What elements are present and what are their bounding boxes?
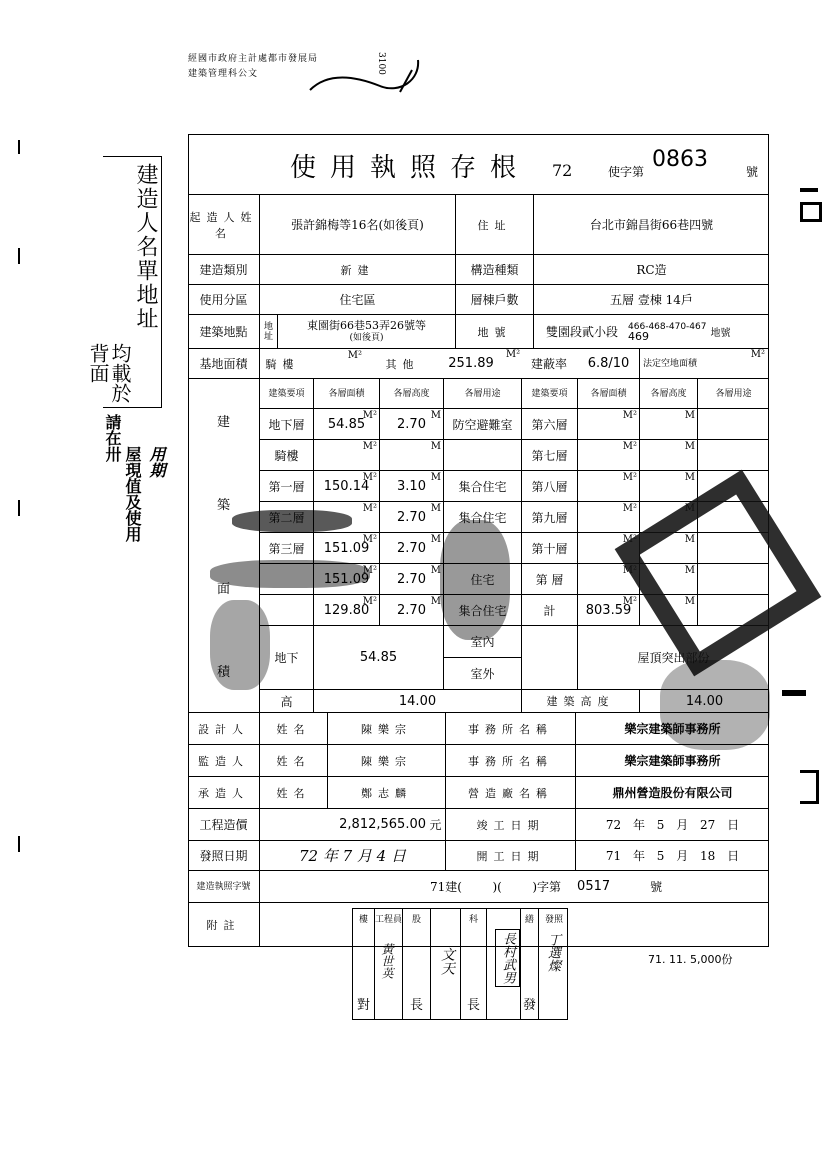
title-prefix: 使字第 xyxy=(608,165,645,179)
approval-seal-table xyxy=(352,908,568,1020)
margin-tick xyxy=(18,140,20,154)
floor-col-header xyxy=(698,379,769,409)
floor-height-cell: 2.70 M xyxy=(380,533,444,564)
header-stamp-line1: 經國市政府主計處都市發展局 xyxy=(188,54,319,64)
row-area xyxy=(188,348,769,378)
signature: 文天 xyxy=(439,947,455,975)
cost-label: 工程造價 xyxy=(188,809,260,840)
floor-area: 129.80 xyxy=(323,602,370,618)
seal-col-bottom: 長 xyxy=(466,998,480,1013)
permit-year: 71 xyxy=(430,879,446,894)
floor-use: 集合住宅 xyxy=(458,510,507,525)
lot-numbers-2: 469 xyxy=(628,329,650,343)
builder-label: 起造人姓名 xyxy=(188,195,260,254)
unit: M² xyxy=(750,349,765,360)
header-stamp-number: 3100 xyxy=(376,52,386,75)
unit: M² xyxy=(622,565,637,576)
header-stamp xyxy=(188,52,318,82)
floor-name: 第八層 xyxy=(531,479,568,494)
site-sub-label: 地址 xyxy=(260,315,278,348)
col-header: 各層高度 xyxy=(650,388,687,399)
floor-height: 3.10 xyxy=(397,478,426,494)
floor-area-cell xyxy=(314,533,380,564)
cost-yuan: 元 xyxy=(426,809,446,840)
floor-name-cell xyxy=(260,409,314,440)
col-header: 各層用途 xyxy=(715,388,752,399)
ink-smudge xyxy=(210,560,370,588)
builder-value: 張許錦梅等16名(如後頁) xyxy=(260,195,456,254)
floor-use-cell xyxy=(444,409,522,440)
signature: 丁選燦 xyxy=(545,933,560,972)
floor-height-cell: M xyxy=(640,564,698,595)
floor-table-side-char: 建 xyxy=(216,415,230,431)
floor-name-cell xyxy=(522,409,578,440)
seal-col-top: 工程員 xyxy=(375,915,403,925)
unit: M² xyxy=(622,410,637,421)
floor-name: 地下層 xyxy=(268,417,305,432)
floor-area: 151.09 xyxy=(323,571,370,587)
outdoor-cell xyxy=(444,658,522,690)
cost-value: 2,812,565.00 xyxy=(339,817,426,832)
margin-tick xyxy=(18,248,20,264)
row-person xyxy=(188,744,769,776)
ink-smudge xyxy=(660,660,770,750)
floor-area: 151.09 xyxy=(323,540,370,556)
side-box-text: 建造人名單地址 xyxy=(133,163,158,331)
floor-area-cell xyxy=(314,440,380,471)
floor-use: 集合住宅 xyxy=(458,603,507,618)
floor-area: 54.85 xyxy=(327,416,366,432)
page-title: 使用執照存根 xyxy=(290,153,531,183)
unit: M² xyxy=(362,503,377,514)
floor-area-cell xyxy=(578,440,640,471)
col-header: 各層面積 xyxy=(590,388,627,399)
remarks-label: 附註 xyxy=(188,903,260,946)
person-office-label: 事務所名稱 xyxy=(446,713,576,744)
floor-area-cell xyxy=(314,595,380,626)
type-label: 建造類別 xyxy=(188,255,260,284)
structure-value: RC造 xyxy=(636,263,667,277)
lot-value: 雙園段貳小段 xyxy=(546,325,619,339)
seal-col-bottom: 長 xyxy=(409,998,423,1013)
unit: M² xyxy=(347,350,362,361)
site-note: (如後頁) xyxy=(349,332,384,343)
seal-col-bottom: 對 xyxy=(356,998,370,1013)
indoor-label: 室內 xyxy=(470,635,495,649)
floor-name-cell xyxy=(522,595,578,626)
floor-height: 2.70 xyxy=(397,509,426,525)
basement-value: 54.85 xyxy=(359,650,398,665)
floor-name: 第七層 xyxy=(531,448,568,463)
person-name-label: 姓名 xyxy=(260,745,328,776)
row-person xyxy=(188,776,769,808)
lot-value-cell xyxy=(534,315,769,348)
permit-label: 建造執照字號 xyxy=(188,871,260,902)
floor-use-cell xyxy=(698,409,769,440)
unit: M² xyxy=(506,349,520,360)
edge-fragment xyxy=(800,180,824,280)
person-name: 陳樂宗 xyxy=(328,713,446,744)
ink-smudge xyxy=(232,510,352,532)
side-box-text2: 均載於背面 xyxy=(86,343,132,403)
ink-smudge xyxy=(210,600,270,690)
floor-col-header xyxy=(260,379,314,409)
site-value-cell xyxy=(278,315,456,348)
done-date: 72 年 5 月 27 日 xyxy=(605,818,740,832)
floor-name-cell xyxy=(260,440,314,471)
structure-label: 構造種類 xyxy=(456,255,534,284)
unit: M² xyxy=(622,596,637,607)
seal-col-top: 發照 xyxy=(544,915,563,925)
floor-height: 2.70 xyxy=(397,571,426,587)
lot-label: 地號 xyxy=(456,315,534,348)
floor-height-cell: M xyxy=(640,409,698,440)
row-issue xyxy=(188,840,769,870)
area-arcade-value xyxy=(305,349,380,378)
floor-name-cell xyxy=(260,471,314,502)
side-note: 屋現值及使用 xyxy=(123,446,142,542)
basement-label: 地下 xyxy=(274,651,299,665)
building-height-label-cell xyxy=(522,690,640,713)
floor-use-cell xyxy=(698,440,769,471)
person-office-label: 事務所名稱 xyxy=(446,745,576,776)
person-name: 鄭志麟 xyxy=(328,777,446,808)
col-header: 各層高度 xyxy=(393,388,430,399)
total-height-value: 14.00 xyxy=(398,693,437,709)
unit: M² xyxy=(622,534,637,545)
floor-name: 第六層 xyxy=(531,417,568,432)
building-height-label: 建築高度 xyxy=(546,695,615,708)
floor-height-cell: M xyxy=(640,471,698,502)
floor-height-cell: 3.10 M xyxy=(380,471,444,502)
floor-height-cell: 2.70 M xyxy=(380,595,444,626)
floor-name: 第十層 xyxy=(531,541,568,556)
floor-col-header xyxy=(444,379,522,409)
floor-use: 防空避難室 xyxy=(452,417,513,432)
floor-name-cell xyxy=(522,440,578,471)
floor-height-cell: M xyxy=(640,595,698,626)
seal-col-top: 科 xyxy=(468,915,478,925)
floor-height-cell: 2.70 M xyxy=(380,409,444,440)
edge-fragment xyxy=(800,770,819,804)
signature-seal: 長村武男 xyxy=(495,929,520,987)
floor-name: 第三層 xyxy=(268,541,305,556)
ink-smudge xyxy=(440,520,510,640)
area-arcade-label: 騎樓 xyxy=(265,357,300,371)
floor-height-cell: M xyxy=(640,440,698,471)
address-value: 台北市錦昌街66巷四號 xyxy=(589,218,714,232)
person-office-label: 營造廠名稱 xyxy=(446,777,576,808)
person-role: 設計人 xyxy=(188,713,260,744)
floor-height: 2.70 xyxy=(397,540,426,556)
unit: M² xyxy=(622,441,637,452)
floor-name-cell xyxy=(522,471,578,502)
unit: M² xyxy=(622,503,637,514)
lot-suffix: 地號 xyxy=(710,328,731,339)
person-role: 承造人 xyxy=(188,777,260,808)
header-stamp-line2: 建築管理科公文 xyxy=(188,69,259,79)
permit-number: 0517 xyxy=(577,879,611,894)
floor-table-side-char: 面 xyxy=(216,581,230,597)
total-height-label: 高 xyxy=(280,694,293,709)
row-permit xyxy=(188,870,769,902)
edge-fragment xyxy=(782,690,806,696)
floor-use-cell xyxy=(444,440,522,471)
start-label: 開工日期 xyxy=(446,841,576,870)
seal-col-top: 樓 xyxy=(358,915,368,925)
floor-area-cell xyxy=(314,409,380,440)
floor-col-header xyxy=(522,379,578,409)
floor-height-cell: M xyxy=(380,440,444,471)
floor-height: 2.70 xyxy=(397,602,426,618)
col-header: 各層用途 xyxy=(464,388,501,399)
total-height-value-cell xyxy=(314,690,522,713)
type-value: 新建 xyxy=(260,255,456,284)
basement-value-cell xyxy=(314,626,444,690)
permit-number: 0863 xyxy=(652,147,708,172)
title-year: 72 xyxy=(552,161,573,180)
floor-area-cell xyxy=(578,471,640,502)
row-site xyxy=(188,314,769,348)
total-height-label-cell xyxy=(260,690,314,713)
floors-label: 層棟戶數 xyxy=(456,285,534,314)
floor-area: 150.14 xyxy=(323,478,370,494)
permit-value-cell xyxy=(260,871,769,902)
unit: M² xyxy=(362,565,377,576)
floor-col-header xyxy=(578,379,640,409)
spacer xyxy=(522,626,578,690)
row-zone xyxy=(188,284,769,314)
floor-area-cell xyxy=(314,471,380,502)
floor-area: 803.59 xyxy=(585,602,632,618)
unit: M² xyxy=(362,441,377,452)
floor-area-cell xyxy=(578,595,640,626)
unit: M² xyxy=(362,534,377,545)
floor-col-header xyxy=(380,379,444,409)
zone-value: 住宅區 xyxy=(260,285,456,314)
floor-col-header xyxy=(640,379,698,409)
person-name-label: 姓名 xyxy=(260,713,328,744)
person-name: 陳樂宗 xyxy=(328,745,446,776)
outdoor-label: 室外 xyxy=(470,667,495,681)
col-header: 各層面積 xyxy=(328,388,365,399)
issue-label: 發照日期 xyxy=(188,841,260,870)
row-cost xyxy=(188,808,769,840)
unit: M² xyxy=(362,472,377,483)
col-header: 建築要項 xyxy=(531,388,568,399)
floor-name: 第 層 xyxy=(535,572,564,587)
roof-label: 屋頂突出部份 xyxy=(637,651,710,665)
issue-date: 72 年 7 月 4 日 xyxy=(260,841,446,870)
floor-height-cell: M xyxy=(640,502,698,533)
area-label: 基地面積 xyxy=(188,349,260,378)
site-value: 東園街66巷53弄26號等 xyxy=(307,318,426,332)
coverage-label: 建蔽率 xyxy=(530,357,567,371)
seal-col xyxy=(403,909,431,1019)
building-height-value: 14.00 xyxy=(685,693,724,709)
seal-col xyxy=(353,909,375,1019)
floor-height-cell: 2.70 M xyxy=(380,564,444,595)
floor-use: 住宅 xyxy=(470,572,495,587)
side-note: 用期 xyxy=(147,446,166,478)
col-header: 建築要項 xyxy=(268,388,305,399)
floor-area-cell xyxy=(578,409,640,440)
seal-col xyxy=(521,909,539,1019)
floor-col-header xyxy=(314,379,380,409)
zone-label: 使用分區 xyxy=(188,285,260,314)
area-other-value: 251.89 xyxy=(448,356,494,371)
floor-height-cell: M xyxy=(640,533,698,564)
floor-name-cell xyxy=(522,533,578,564)
floor-name-cell xyxy=(522,564,578,595)
title-suffix: 號 xyxy=(746,165,759,179)
floor-use: 集合住宅 xyxy=(458,479,507,494)
permit-suffix: 號 xyxy=(650,880,663,894)
row-builder xyxy=(188,194,769,254)
person-role: 監造人 xyxy=(188,745,260,776)
person-office: 鼎州營造股份有限公司 xyxy=(612,786,733,800)
seal-col-bottom: 發 xyxy=(522,998,536,1013)
permit-text: 建( )( )字第 xyxy=(445,880,562,894)
print-info: 71. 11. 5,000份 xyxy=(648,953,733,966)
floor-name-cell xyxy=(522,502,578,533)
person-office: 樂宗建築師事務所 xyxy=(624,754,721,768)
site-label: 建築地點 xyxy=(188,315,260,348)
floor-table-side-char: 積 xyxy=(216,664,230,680)
unit: M² xyxy=(622,472,637,483)
margin-tick xyxy=(18,836,20,852)
person-office: 樂宗建築師事務所 xyxy=(624,722,721,736)
floor-name: 計 xyxy=(543,603,556,618)
floor-name: 騎樓 xyxy=(274,448,299,463)
floors-value: 五層 壹棟 14戶 xyxy=(610,293,693,307)
side-note: 請在卅 xyxy=(103,414,122,462)
floor-height: 2.70 xyxy=(397,416,426,432)
seal-col xyxy=(461,909,487,1019)
person-name-label: 姓名 xyxy=(260,777,328,808)
floor-table-side-char: 築 xyxy=(216,498,230,514)
side-note-box xyxy=(86,156,162,408)
signature-mark xyxy=(300,50,430,100)
coverage-value: 6.8/10 xyxy=(578,349,640,378)
seal-col-top: 股 xyxy=(411,915,421,925)
floor-name: 第一層 xyxy=(268,479,305,494)
floor-height-cell: 2.70 M xyxy=(380,502,444,533)
done-label: 竣工日期 xyxy=(446,809,576,840)
lot-numbers xyxy=(628,322,706,342)
area-other-label: 其他 xyxy=(385,357,420,371)
lot-numbers-1: 466-468-470-467 xyxy=(628,321,707,332)
unit: M² xyxy=(362,410,377,421)
row-type xyxy=(188,254,769,284)
floor-area-cell xyxy=(578,502,640,533)
margin-tick xyxy=(18,500,20,516)
seal-col-top: 繕 xyxy=(524,915,534,925)
open-space-label: 法定空地面積 xyxy=(642,358,697,369)
floor-use-cell xyxy=(444,471,522,502)
unit: M² xyxy=(362,596,377,607)
start-date: 71 年 5 月 18 日 xyxy=(605,849,740,863)
floor-name: 第九層 xyxy=(531,510,568,525)
signature: 黃世英 xyxy=(380,943,394,979)
address-label: 住址 xyxy=(456,195,534,254)
